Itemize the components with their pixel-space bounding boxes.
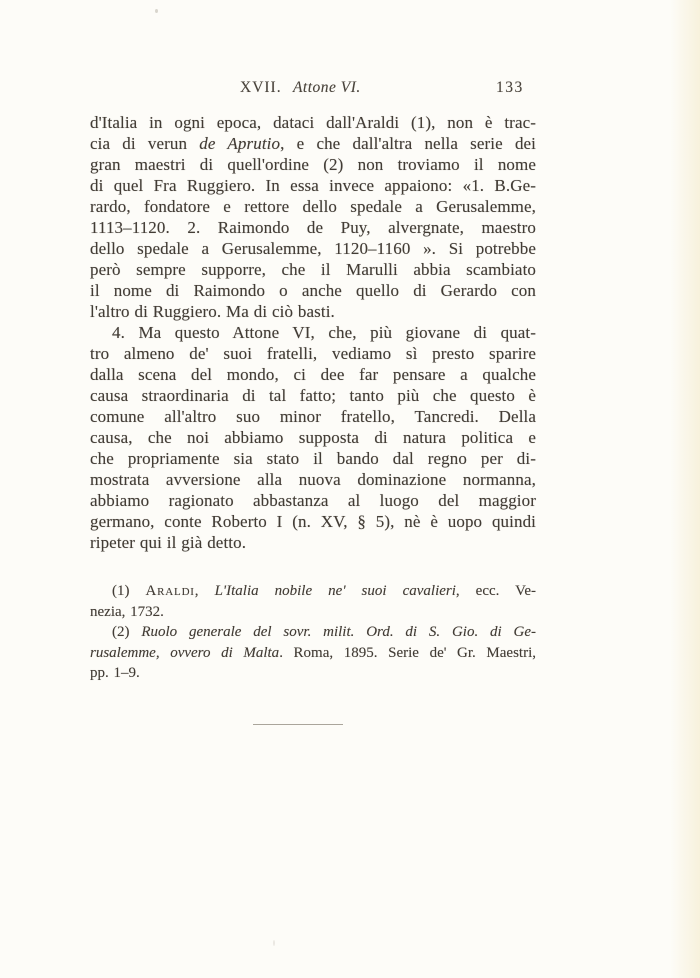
text-segment: comune all'altro suo minor fratello, Tancredi. Della [90, 407, 536, 426]
text-line [90, 385, 536, 406]
text-line [90, 448, 536, 469]
text-segment: 4. Ma questo Attone VI, che, più giovane di quat- [112, 323, 536, 342]
text-segment: il nome di Raimondo o anche quello di Gerardo con [90, 281, 536, 300]
text-segment: cia di verun [90, 134, 200, 153]
text-line [90, 602, 536, 623]
scan-speck [273, 940, 275, 946]
text-segment: ripeter qui il già detto. [90, 533, 247, 552]
page-number: 133 [496, 79, 524, 96]
text-segment: pp. 1–9. [90, 665, 140, 681]
text-segment: causa straordinaria di tal fatto; tanto più che questo è [90, 386, 536, 405]
text-line [90, 175, 536, 196]
text-segment: causa, che noi abbiamo supposta di natura politica e [90, 428, 536, 447]
text-line [90, 217, 536, 238]
separator-rule [253, 724, 343, 725]
text-line [90, 112, 536, 133]
text-segment: abbiamo ragionato abbastanza al luogo del maggior [90, 491, 536, 510]
text-line [90, 406, 536, 427]
text-segment: . Roma, 1895. Serie de' Gr. Maestri, [279, 644, 536, 661]
paragraph-1 [90, 112, 536, 322]
italic-text: Ruolo generale del sovr. milit. Ord. di S. Gio. di Ge- [141, 624, 536, 640]
chapter-title: Attone VI. [292, 79, 361, 96]
text-segment: l'altro di Ruggiero. Ma di ciò basti. [90, 302, 335, 321]
text-line [90, 301, 536, 322]
text-segment: gran maestri di quell'ordine (2) non troviamo il nome [90, 155, 536, 174]
author-small-caps: Araldi [145, 583, 195, 599]
text-segment: , [194, 583, 215, 599]
scan-speck [155, 9, 158, 13]
text-line [90, 343, 536, 364]
text-segment: rardo, fondatore e rettore dello spedale a Gerusalemme, [90, 197, 536, 216]
text-line [90, 259, 536, 280]
text-segment: nezia, 1732. [90, 603, 164, 620]
running-header [0, 79, 700, 97]
body-text [90, 112, 536, 553]
text-segment: , e che dall'altra nella serie dei [280, 134, 537, 153]
chapter-heading [240, 79, 361, 97]
text-segment: (1) [112, 583, 146, 599]
text-line [90, 511, 536, 532]
text-line [90, 154, 536, 175]
text-line [90, 322, 536, 343]
text-segment: dello spedale a Gerusalemme, 1120–1160 ». Si potrebbe [90, 239, 536, 258]
text-line [90, 663, 536, 684]
chapter-number: XVII. [240, 79, 282, 96]
text-line [90, 581, 536, 602]
text-line [90, 280, 536, 301]
footnotes-section [90, 581, 536, 684]
text-segment: però sempre supporre, che il Marulli abbia scambiato [90, 260, 536, 279]
text-segment: d'Italia in ogni epoca, dataci dall'Araldi (1), non è trac- [90, 113, 536, 132]
text-segment: germano, conte Roberto I (n. XV, § 5), nè è uopo quindi [90, 512, 536, 531]
text-segment: (2) [112, 624, 142, 640]
text-line [90, 622, 536, 643]
italic-text: L'Italia nobile ne' suoi cavalieri [214, 583, 456, 599]
text-line [90, 133, 536, 154]
text-segment: mostrata avversione alla nuova dominazione normanna, [90, 470, 536, 489]
text-segment: 1113–1120. 2. Raimondo de Puy, alvergnate, maestro [90, 218, 536, 237]
italic-text: de Aprutio [199, 134, 281, 153]
text-segment: che propriamente sia stato il bando dal regno per di- [90, 449, 536, 468]
text-segment: di quel Fra Ruggiero. In essa invece appaiono: «1. B.Ge- [90, 176, 536, 195]
italic-text: rusalemme, ovvero di Malta [90, 644, 280, 661]
text-segment: , ecc. Ve- [455, 583, 536, 599]
text-line [90, 427, 536, 448]
paragraph-2 [90, 322, 536, 553]
text-line [90, 643, 536, 664]
text-line [90, 196, 536, 217]
text-line [90, 490, 536, 511]
text-line [90, 364, 536, 385]
text-line [90, 238, 536, 259]
text-line [90, 532, 536, 553]
text-line [90, 469, 536, 490]
text-segment: tro almeno de' suoi fratelli, vediamo sì presto sparire [90, 344, 536, 363]
text-segment: dalla scena del mondo, ci dee far pensare a qualche [90, 365, 536, 384]
